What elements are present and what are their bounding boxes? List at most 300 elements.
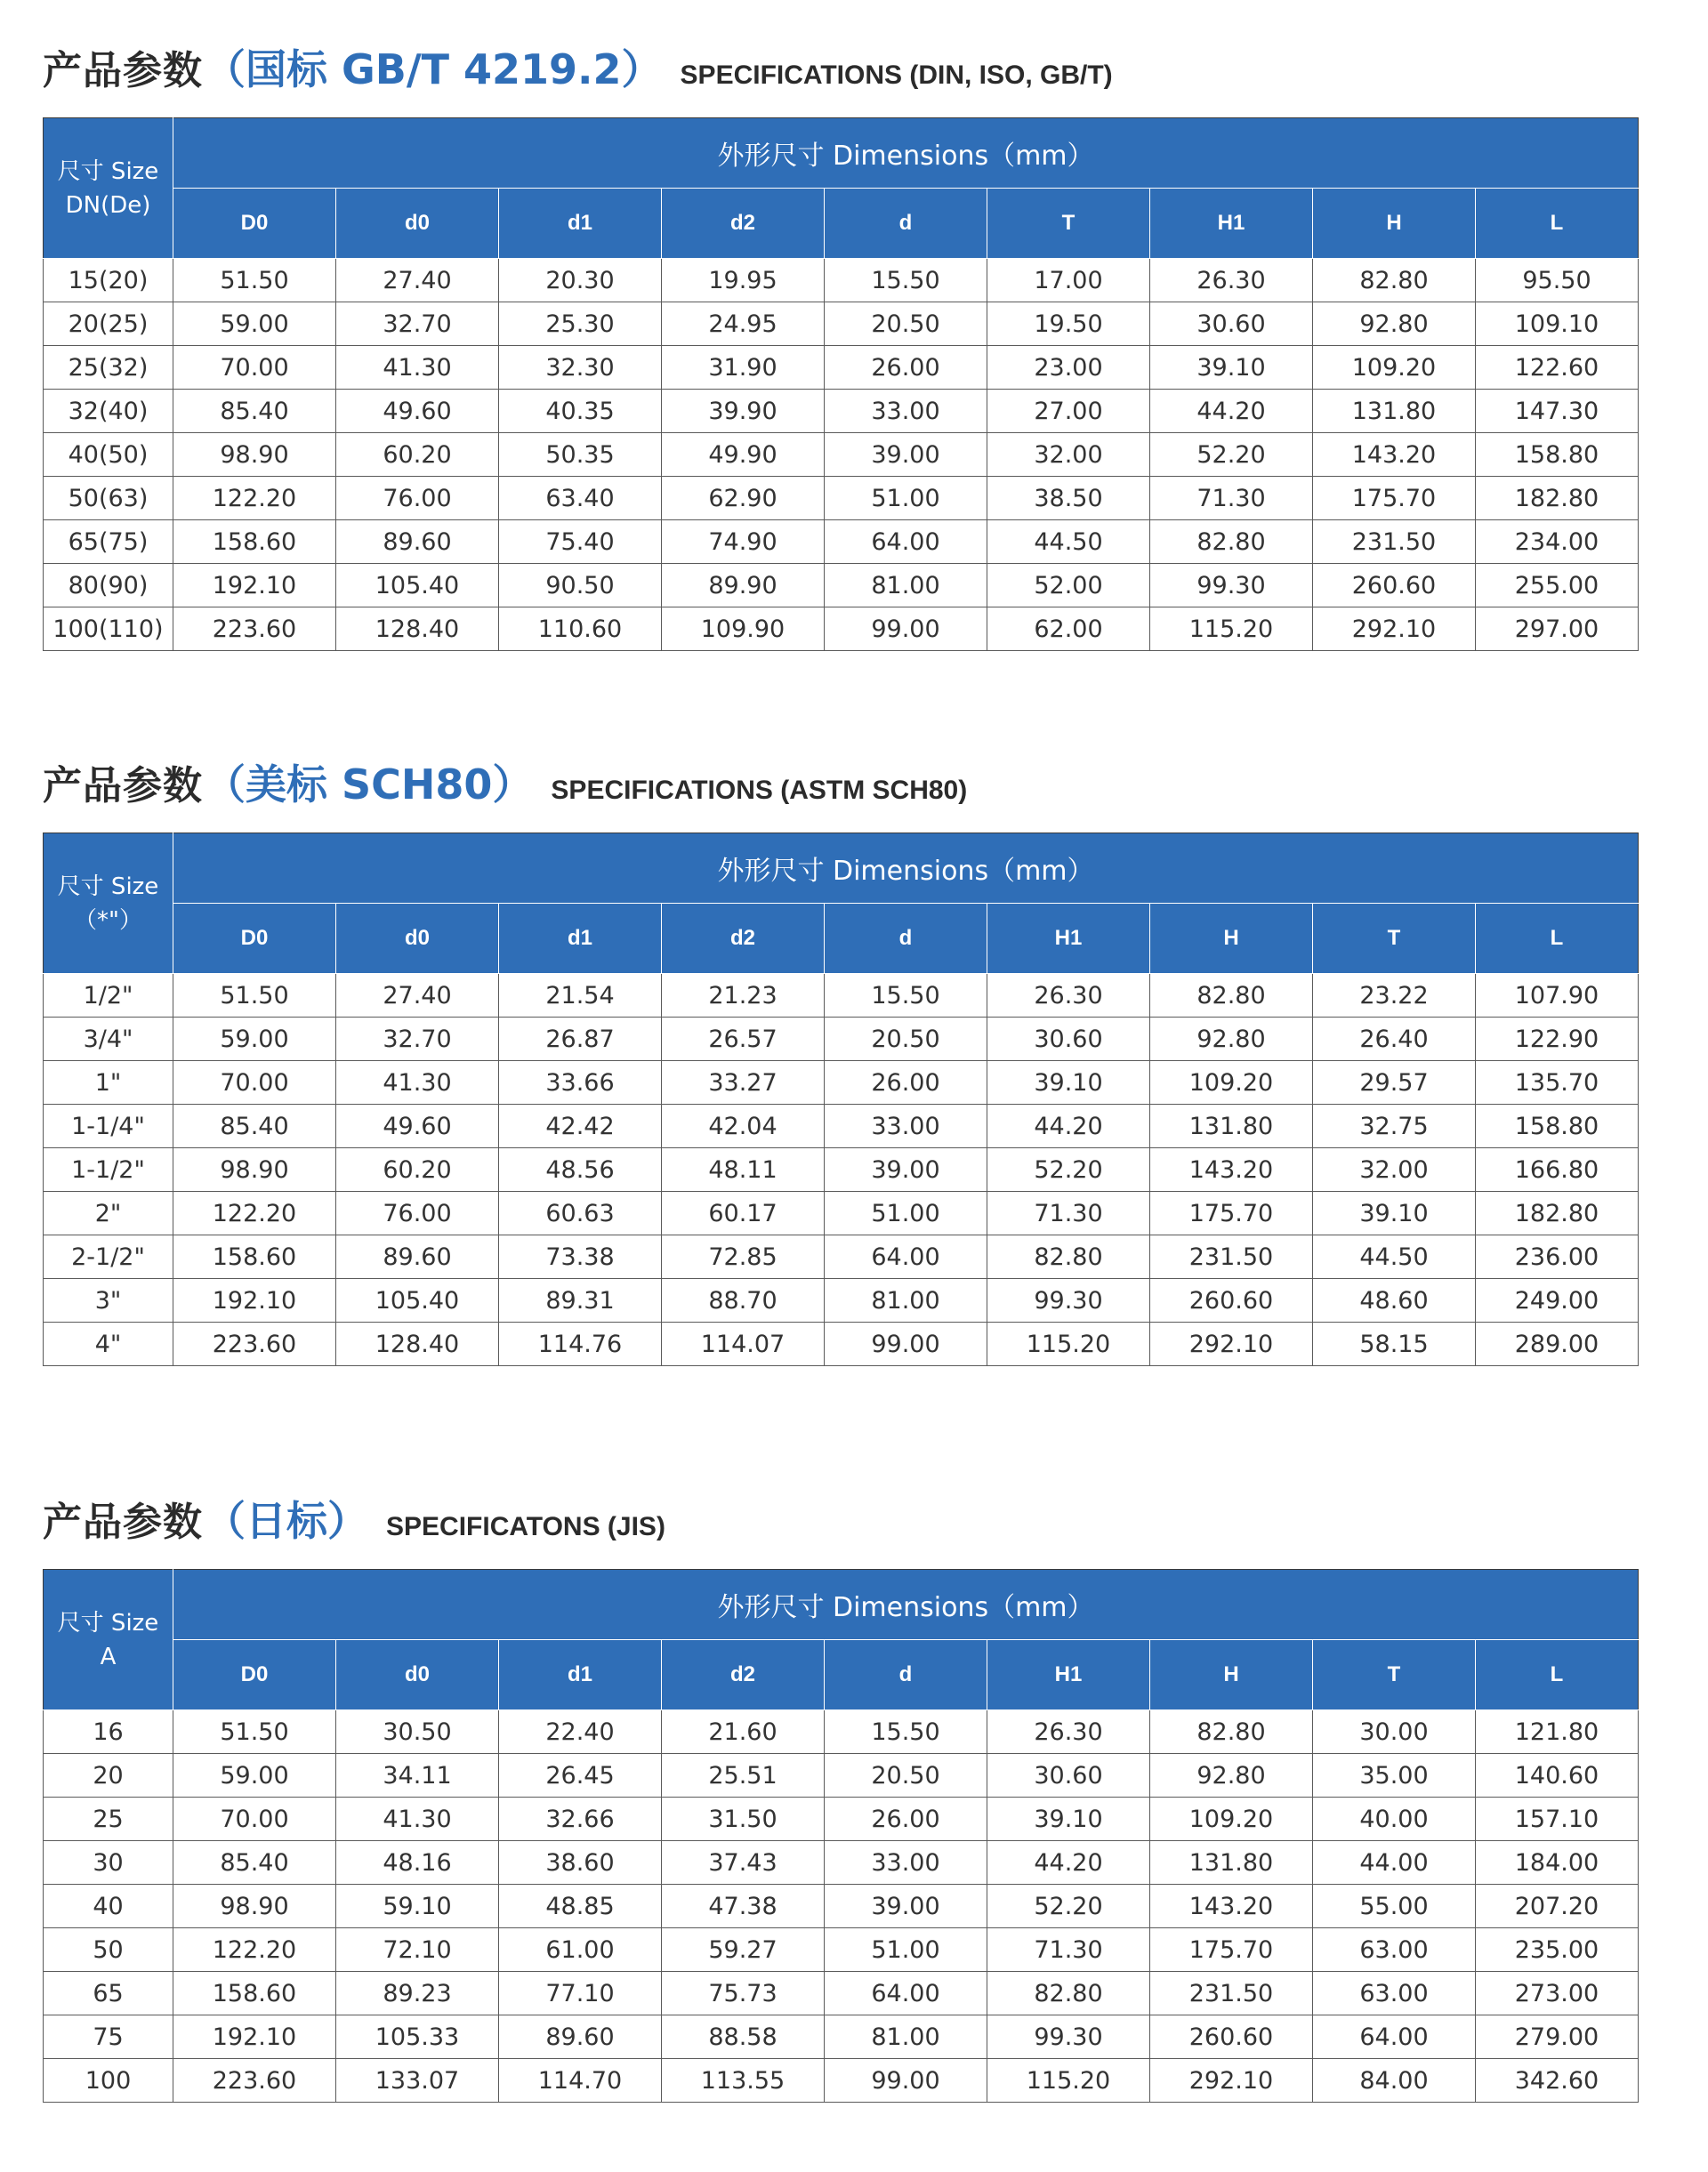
value-cell: 292.10 bbox=[1150, 1323, 1313, 1366]
size-header-line2: DN(De) bbox=[65, 191, 151, 219]
value-cell: 40.00 bbox=[1313, 1798, 1476, 1841]
value-cell: 82.80 bbox=[1150, 974, 1313, 1018]
size-cell: 80(90) bbox=[44, 564, 173, 607]
section-title bbox=[43, 37, 1639, 98]
value-cell: 15.50 bbox=[825, 1710, 987, 1754]
value-cell: 223.60 bbox=[173, 607, 336, 651]
value-cell: 31.50 bbox=[662, 1798, 825, 1841]
value-cell: 110.60 bbox=[499, 607, 662, 651]
value-cell: 26.00 bbox=[825, 1798, 987, 1841]
value-cell: 99.30 bbox=[987, 1279, 1150, 1323]
value-cell: 109.10 bbox=[1476, 302, 1639, 346]
value-cell: 109.90 bbox=[662, 607, 825, 651]
value-cell: 71.30 bbox=[987, 1192, 1150, 1235]
value-cell: 70.00 bbox=[173, 346, 336, 390]
section-title bbox=[43, 1489, 1639, 1549]
value-cell: 51.50 bbox=[173, 1710, 336, 1754]
value-cell: 297.00 bbox=[1476, 607, 1639, 651]
value-cell: 135.70 bbox=[1476, 1061, 1639, 1105]
value-cell: 26.40 bbox=[1313, 1018, 1476, 1061]
value-cell: 113.55 bbox=[662, 2059, 825, 2103]
value-cell: 77.10 bbox=[499, 1972, 662, 2015]
table-row bbox=[44, 1710, 1639, 1754]
value-cell: 39.90 bbox=[662, 390, 825, 433]
value-cell: 55.00 bbox=[1313, 1885, 1476, 1928]
value-cell: 15.50 bbox=[825, 259, 987, 302]
value-cell: 47.38 bbox=[662, 1885, 825, 1928]
value-cell: 235.00 bbox=[1476, 1928, 1639, 1972]
value-cell: 192.10 bbox=[173, 2015, 336, 2059]
size-cell: 2" bbox=[44, 1192, 173, 1235]
value-cell: 32.30 bbox=[499, 346, 662, 390]
spec-table bbox=[43, 117, 1639, 651]
size-cell: 30 bbox=[44, 1841, 173, 1885]
size-header bbox=[44, 1570, 173, 1710]
value-cell: 89.60 bbox=[499, 2015, 662, 2059]
value-cell: 52.20 bbox=[987, 1885, 1150, 1928]
value-cell: 20.30 bbox=[499, 259, 662, 302]
size-cell: 25(32) bbox=[44, 346, 173, 390]
size-cell: 3" bbox=[44, 1279, 173, 1323]
value-cell: 292.10 bbox=[1313, 607, 1476, 651]
column-header: d2 bbox=[662, 189, 825, 259]
value-cell: 158.60 bbox=[173, 1972, 336, 2015]
size-cell: 25 bbox=[44, 1798, 173, 1841]
value-cell: 182.80 bbox=[1476, 1192, 1639, 1235]
table-row bbox=[44, 607, 1639, 651]
value-cell: 59.27 bbox=[662, 1928, 825, 1972]
value-cell: 41.30 bbox=[336, 1061, 499, 1105]
value-cell: 48.60 bbox=[1313, 1279, 1476, 1323]
value-cell: 231.50 bbox=[1150, 1235, 1313, 1279]
column-header: d0 bbox=[336, 189, 499, 259]
value-cell: 88.58 bbox=[662, 2015, 825, 2059]
value-cell: 41.30 bbox=[336, 1798, 499, 1841]
table-row bbox=[44, 302, 1639, 346]
column-header: d bbox=[825, 904, 987, 974]
value-cell: 85.40 bbox=[173, 1105, 336, 1148]
section-title bbox=[43, 752, 1639, 813]
value-cell: 289.00 bbox=[1476, 1323, 1639, 1366]
value-cell: 143.20 bbox=[1150, 1885, 1313, 1928]
table-row bbox=[44, 1235, 1639, 1279]
value-cell: 59.00 bbox=[173, 1018, 336, 1061]
title-standard: （日标） bbox=[205, 1497, 368, 1545]
title-cn: 产品参数 bbox=[43, 763, 203, 808]
value-cell: 95.50 bbox=[1476, 259, 1639, 302]
value-cell: 52.20 bbox=[1150, 433, 1313, 477]
value-cell: 92.80 bbox=[1150, 1754, 1313, 1798]
value-cell: 89.90 bbox=[662, 564, 825, 607]
value-cell: 41.30 bbox=[336, 346, 499, 390]
value-cell: 39.10 bbox=[987, 1798, 1150, 1841]
dimensions-header: 外形尺寸 Dimensions（mm） bbox=[173, 1570, 1639, 1640]
value-cell: 158.80 bbox=[1476, 1105, 1639, 1148]
value-cell: 23.22 bbox=[1313, 974, 1476, 1018]
value-cell: 33.00 bbox=[825, 390, 987, 433]
value-cell: 122.20 bbox=[173, 477, 336, 520]
title-en: SPECIFICATIONS (DIN, ISO, GB/T) bbox=[680, 60, 1113, 90]
size-cell: 1-1/4" bbox=[44, 1105, 173, 1148]
value-cell: 37.43 bbox=[662, 1841, 825, 1885]
value-cell: 273.00 bbox=[1476, 1972, 1639, 2015]
value-cell: 82.80 bbox=[1150, 1710, 1313, 1754]
value-cell: 49.60 bbox=[336, 1105, 499, 1148]
value-cell: 109.20 bbox=[1150, 1798, 1313, 1841]
size-cell: 1/2" bbox=[44, 974, 173, 1018]
size-cell: 100 bbox=[44, 2059, 173, 2103]
table-row bbox=[44, 1754, 1639, 1798]
value-cell: 48.85 bbox=[499, 1885, 662, 1928]
column-header: d0 bbox=[336, 1640, 499, 1710]
column-header: d1 bbox=[499, 1640, 662, 1710]
value-cell: 32.70 bbox=[336, 302, 499, 346]
column-header: d bbox=[825, 1640, 987, 1710]
value-cell: 175.70 bbox=[1150, 1192, 1313, 1235]
value-cell: 192.10 bbox=[173, 564, 336, 607]
value-cell: 33.27 bbox=[662, 1061, 825, 1105]
value-cell: 63.00 bbox=[1313, 1928, 1476, 1972]
value-cell: 131.80 bbox=[1150, 1105, 1313, 1148]
value-cell: 42.04 bbox=[662, 1105, 825, 1148]
table-row bbox=[44, 564, 1639, 607]
value-cell: 48.11 bbox=[662, 1148, 825, 1192]
value-cell: 63.00 bbox=[1313, 1972, 1476, 2015]
value-cell: 60.17 bbox=[662, 1192, 825, 1235]
value-cell: 75.73 bbox=[662, 1972, 825, 2015]
value-cell: 26.87 bbox=[499, 1018, 662, 1061]
value-cell: 192.10 bbox=[173, 1279, 336, 1323]
dimensions-header: 外形尺寸 Dimensions（mm） bbox=[173, 833, 1639, 904]
value-cell: 122.90 bbox=[1476, 1018, 1639, 1061]
table-row bbox=[44, 1323, 1639, 1366]
value-cell: 64.00 bbox=[1313, 2015, 1476, 2059]
value-cell: 42.42 bbox=[499, 1105, 662, 1148]
value-cell: 22.40 bbox=[499, 1710, 662, 1754]
size-header-line1: 尺寸 Size bbox=[57, 157, 159, 185]
size-cell: 40(50) bbox=[44, 433, 173, 477]
value-cell: 59.00 bbox=[173, 1754, 336, 1798]
value-cell: 166.80 bbox=[1476, 1148, 1639, 1192]
size-header bbox=[44, 833, 173, 974]
column-header: H bbox=[1150, 1640, 1313, 1710]
value-cell: 98.90 bbox=[173, 1148, 336, 1192]
value-cell: 64.00 bbox=[825, 1235, 987, 1279]
value-cell: 85.40 bbox=[173, 1841, 336, 1885]
value-cell: 76.00 bbox=[336, 477, 499, 520]
value-cell: 23.00 bbox=[987, 346, 1150, 390]
value-cell: 98.90 bbox=[173, 1885, 336, 1928]
title-cn: 产品参数 bbox=[43, 48, 203, 93]
value-cell: 115.20 bbox=[987, 1323, 1150, 1366]
value-cell: 99.30 bbox=[1150, 564, 1313, 607]
value-cell: 107.90 bbox=[1476, 974, 1639, 1018]
value-cell: 236.00 bbox=[1476, 1235, 1639, 1279]
value-cell: 175.70 bbox=[1150, 1928, 1313, 1972]
value-cell: 260.60 bbox=[1150, 2015, 1313, 2059]
value-cell: 26.30 bbox=[1150, 259, 1313, 302]
value-cell: 30.50 bbox=[336, 1710, 499, 1754]
value-cell: 17.00 bbox=[987, 259, 1150, 302]
value-cell: 26.00 bbox=[825, 346, 987, 390]
value-cell: 82.80 bbox=[987, 1235, 1150, 1279]
spec-table bbox=[43, 1569, 1639, 2103]
value-cell: 25.30 bbox=[499, 302, 662, 346]
value-cell: 75.40 bbox=[499, 520, 662, 564]
value-cell: 27.40 bbox=[336, 259, 499, 302]
value-cell: 74.90 bbox=[662, 520, 825, 564]
value-cell: 33.66 bbox=[499, 1061, 662, 1105]
value-cell: 122.60 bbox=[1476, 346, 1639, 390]
value-cell: 50.35 bbox=[499, 433, 662, 477]
column-header: H bbox=[1150, 904, 1313, 974]
value-cell: 157.10 bbox=[1476, 1798, 1639, 1841]
size-cell: 2-1/2" bbox=[44, 1235, 173, 1279]
value-cell: 82.80 bbox=[1313, 259, 1476, 302]
value-cell: 51.00 bbox=[825, 1928, 987, 1972]
column-header: L bbox=[1476, 904, 1639, 974]
value-cell: 90.50 bbox=[499, 564, 662, 607]
value-cell: 38.60 bbox=[499, 1841, 662, 1885]
value-cell: 58.15 bbox=[1313, 1323, 1476, 1366]
value-cell: 44.20 bbox=[987, 1105, 1150, 1148]
value-cell: 249.00 bbox=[1476, 1279, 1639, 1323]
value-cell: 72.85 bbox=[662, 1235, 825, 1279]
value-cell: 223.60 bbox=[173, 2059, 336, 2103]
value-cell: 85.40 bbox=[173, 390, 336, 433]
value-cell: 184.00 bbox=[1476, 1841, 1639, 1885]
column-header: d1 bbox=[499, 189, 662, 259]
value-cell: 92.80 bbox=[1150, 1018, 1313, 1061]
column-header: d bbox=[825, 189, 987, 259]
value-cell: 39.00 bbox=[825, 1885, 987, 1928]
value-cell: 24.95 bbox=[662, 302, 825, 346]
value-cell: 260.60 bbox=[1313, 564, 1476, 607]
value-cell: 115.20 bbox=[1150, 607, 1313, 651]
value-cell: 25.51 bbox=[662, 1754, 825, 1798]
value-cell: 26.00 bbox=[825, 1061, 987, 1105]
column-header: d0 bbox=[336, 904, 499, 974]
value-cell: 105.40 bbox=[336, 564, 499, 607]
size-header-line1: 尺寸 Size bbox=[57, 873, 159, 900]
value-cell: 89.60 bbox=[336, 1235, 499, 1279]
column-header: H1 bbox=[987, 1640, 1150, 1710]
column-header: d1 bbox=[499, 904, 662, 974]
value-cell: 234.00 bbox=[1476, 520, 1639, 564]
value-cell: 59.10 bbox=[336, 1885, 499, 1928]
size-cell: 50(63) bbox=[44, 477, 173, 520]
value-cell: 38.50 bbox=[987, 477, 1150, 520]
table-row bbox=[44, 974, 1639, 1018]
value-cell: 32.00 bbox=[1313, 1148, 1476, 1192]
value-cell: 81.00 bbox=[825, 1279, 987, 1323]
value-cell: 20.50 bbox=[825, 1018, 987, 1061]
table-row bbox=[44, 390, 1639, 433]
title-cn: 产品参数 bbox=[43, 1500, 203, 1545]
value-cell: 89.23 bbox=[336, 1972, 499, 2015]
value-cell: 30.00 bbox=[1313, 1710, 1476, 1754]
column-header: L bbox=[1476, 1640, 1639, 1710]
title-standard: （国标 GB/T 4219.2） bbox=[205, 45, 663, 93]
column-header: H1 bbox=[1150, 189, 1313, 259]
value-cell: 109.20 bbox=[1313, 346, 1476, 390]
size-header-line2: （*"） bbox=[74, 906, 142, 934]
spec-section-astm bbox=[43, 752, 1639, 1366]
size-cell: 1" bbox=[44, 1061, 173, 1105]
value-cell: 143.20 bbox=[1313, 433, 1476, 477]
table-row bbox=[44, 1061, 1639, 1105]
value-cell: 122.20 bbox=[173, 1928, 336, 1972]
value-cell: 44.20 bbox=[1150, 390, 1313, 433]
value-cell: 60.20 bbox=[336, 433, 499, 477]
value-cell: 51.50 bbox=[173, 974, 336, 1018]
value-cell: 20.50 bbox=[825, 1754, 987, 1798]
column-header: T bbox=[1313, 904, 1476, 974]
value-cell: 64.00 bbox=[825, 1972, 987, 2015]
value-cell: 175.70 bbox=[1313, 477, 1476, 520]
value-cell: 260.60 bbox=[1150, 1279, 1313, 1323]
column-header: D0 bbox=[173, 904, 336, 974]
value-cell: 158.60 bbox=[173, 520, 336, 564]
value-cell: 62.90 bbox=[662, 477, 825, 520]
value-cell: 33.00 bbox=[825, 1105, 987, 1148]
value-cell: 114.07 bbox=[662, 1323, 825, 1366]
value-cell: 19.95 bbox=[662, 259, 825, 302]
value-cell: 26.45 bbox=[499, 1754, 662, 1798]
value-cell: 133.07 bbox=[336, 2059, 499, 2103]
value-cell: 52.00 bbox=[987, 564, 1150, 607]
title-standard: （美标 SCH80） bbox=[205, 760, 534, 808]
value-cell: 21.54 bbox=[499, 974, 662, 1018]
value-cell: 73.38 bbox=[499, 1235, 662, 1279]
value-cell: 59.00 bbox=[173, 302, 336, 346]
column-header: H1 bbox=[987, 904, 1150, 974]
table-row bbox=[44, 1105, 1639, 1148]
value-cell: 114.76 bbox=[499, 1323, 662, 1366]
table-row bbox=[44, 346, 1639, 390]
value-cell: 48.56 bbox=[499, 1148, 662, 1192]
size-header bbox=[44, 118, 173, 259]
value-cell: 72.10 bbox=[336, 1928, 499, 1972]
value-cell: 51.00 bbox=[825, 477, 987, 520]
size-cell: 3/4" bbox=[44, 1018, 173, 1061]
value-cell: 105.33 bbox=[336, 2015, 499, 2059]
size-cell: 1-1/2" bbox=[44, 1148, 173, 1192]
value-cell: 39.10 bbox=[987, 1061, 1150, 1105]
value-cell: 26.57 bbox=[662, 1018, 825, 1061]
value-cell: 115.20 bbox=[987, 2059, 1150, 2103]
size-cell: 4" bbox=[44, 1323, 173, 1366]
value-cell: 39.10 bbox=[1150, 346, 1313, 390]
size-cell: 20(25) bbox=[44, 302, 173, 346]
size-cell: 75 bbox=[44, 2015, 173, 2059]
value-cell: 147.30 bbox=[1476, 390, 1639, 433]
size-cell: 65(75) bbox=[44, 520, 173, 564]
value-cell: 39.10 bbox=[1313, 1192, 1476, 1235]
value-cell: 51.00 bbox=[825, 1192, 987, 1235]
value-cell: 32.75 bbox=[1313, 1105, 1476, 1148]
value-cell: 60.20 bbox=[336, 1148, 499, 1192]
size-cell: 15(20) bbox=[44, 259, 173, 302]
value-cell: 44.50 bbox=[1313, 1235, 1476, 1279]
table-row bbox=[44, 259, 1639, 302]
value-cell: 122.20 bbox=[173, 1192, 336, 1235]
value-cell: 76.00 bbox=[336, 1192, 499, 1235]
table-row bbox=[44, 1148, 1639, 1192]
value-cell: 223.60 bbox=[173, 1323, 336, 1366]
value-cell: 70.00 bbox=[173, 1798, 336, 1841]
value-cell: 84.00 bbox=[1313, 2059, 1476, 2103]
value-cell: 105.40 bbox=[336, 1279, 499, 1323]
table-row bbox=[44, 1018, 1639, 1061]
table-row bbox=[44, 1798, 1639, 1841]
value-cell: 158.80 bbox=[1476, 433, 1639, 477]
title-en: SPECIFICATONS (JIS) bbox=[386, 1512, 665, 1541]
value-cell: 64.00 bbox=[825, 520, 987, 564]
value-cell: 26.30 bbox=[987, 1710, 1150, 1754]
size-header-line2: A bbox=[100, 1643, 117, 1670]
size-cell: 40 bbox=[44, 1885, 173, 1928]
value-cell: 99.30 bbox=[987, 2015, 1150, 2059]
table-row bbox=[44, 1841, 1639, 1885]
value-cell: 279.00 bbox=[1476, 2015, 1639, 2059]
column-header: d2 bbox=[662, 1640, 825, 1710]
table-row bbox=[44, 2059, 1639, 2103]
value-cell: 231.50 bbox=[1150, 1972, 1313, 2015]
value-cell: 32.70 bbox=[336, 1018, 499, 1061]
column-header: T bbox=[1313, 1640, 1476, 1710]
value-cell: 342.60 bbox=[1476, 2059, 1639, 2103]
value-cell: 71.30 bbox=[1150, 477, 1313, 520]
value-cell: 98.90 bbox=[173, 433, 336, 477]
size-cell: 100(110) bbox=[44, 607, 173, 651]
value-cell: 30.60 bbox=[987, 1018, 1150, 1061]
value-cell: 27.00 bbox=[987, 390, 1150, 433]
table-row bbox=[44, 1192, 1639, 1235]
table-row bbox=[44, 1885, 1639, 1928]
value-cell: 128.40 bbox=[336, 1323, 499, 1366]
column-header: H bbox=[1313, 189, 1476, 259]
table-row bbox=[44, 1928, 1639, 1972]
value-cell: 62.00 bbox=[987, 607, 1150, 651]
size-header-line1: 尺寸 Size bbox=[57, 1609, 159, 1637]
value-cell: 33.00 bbox=[825, 1841, 987, 1885]
value-cell: 51.50 bbox=[173, 259, 336, 302]
value-cell: 82.80 bbox=[987, 1972, 1150, 2015]
value-cell: 70.00 bbox=[173, 1061, 336, 1105]
value-cell: 182.80 bbox=[1476, 477, 1639, 520]
value-cell: 131.80 bbox=[1150, 1841, 1313, 1885]
value-cell: 30.60 bbox=[1150, 302, 1313, 346]
column-header: L bbox=[1476, 189, 1639, 259]
value-cell: 99.00 bbox=[825, 1323, 987, 1366]
size-cell: 20 bbox=[44, 1754, 173, 1798]
value-cell: 32.66 bbox=[499, 1798, 662, 1841]
value-cell: 52.20 bbox=[987, 1148, 1150, 1192]
value-cell: 207.20 bbox=[1476, 1885, 1639, 1928]
value-cell: 34.11 bbox=[336, 1754, 499, 1798]
value-cell: 158.60 bbox=[173, 1235, 336, 1279]
table-row bbox=[44, 433, 1639, 477]
value-cell: 292.10 bbox=[1150, 2059, 1313, 2103]
value-cell: 109.20 bbox=[1150, 1061, 1313, 1105]
table-row bbox=[44, 2015, 1639, 2059]
size-cell: 50 bbox=[44, 1928, 173, 1972]
column-header: T bbox=[987, 189, 1150, 259]
spec-table bbox=[43, 833, 1639, 1366]
value-cell: 49.90 bbox=[662, 433, 825, 477]
value-cell: 63.40 bbox=[499, 477, 662, 520]
